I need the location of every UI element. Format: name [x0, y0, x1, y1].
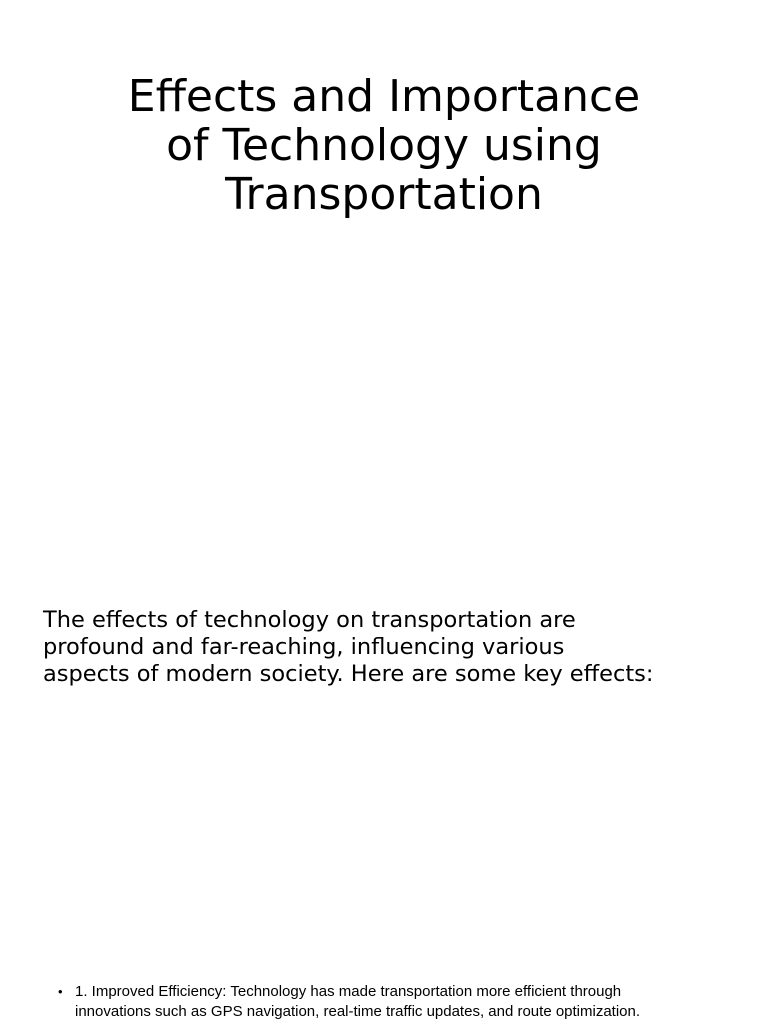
intro-paragraph: [43, 607, 743, 688]
slide-title-line: Effects and Importance: [127, 71, 641, 122]
intro-line: The effects of technology on transportation are: [43, 607, 576, 633]
bullet-marker: •: [58, 984, 63, 999]
bullet-list: [56, 982, 756, 1022]
slide-title: [84, 72, 684, 219]
list-item: [56, 982, 756, 1022]
intro-line: aspects of modern society. Here are some key effects:: [43, 661, 654, 687]
slide-title-line: of Technology using: [166, 120, 602, 171]
slide-title-line: Transportation: [225, 169, 543, 220]
intro-line: profound and far-reaching, influencing various: [43, 634, 565, 660]
bullet-text-line: 1. Improved Efficiency: Technology has made transportation more efficient through: [75, 983, 622, 1000]
bullet-text-line: innovations such as GPS navigation, real-time traffic updates, and route optimization.: [75, 1003, 641, 1020]
